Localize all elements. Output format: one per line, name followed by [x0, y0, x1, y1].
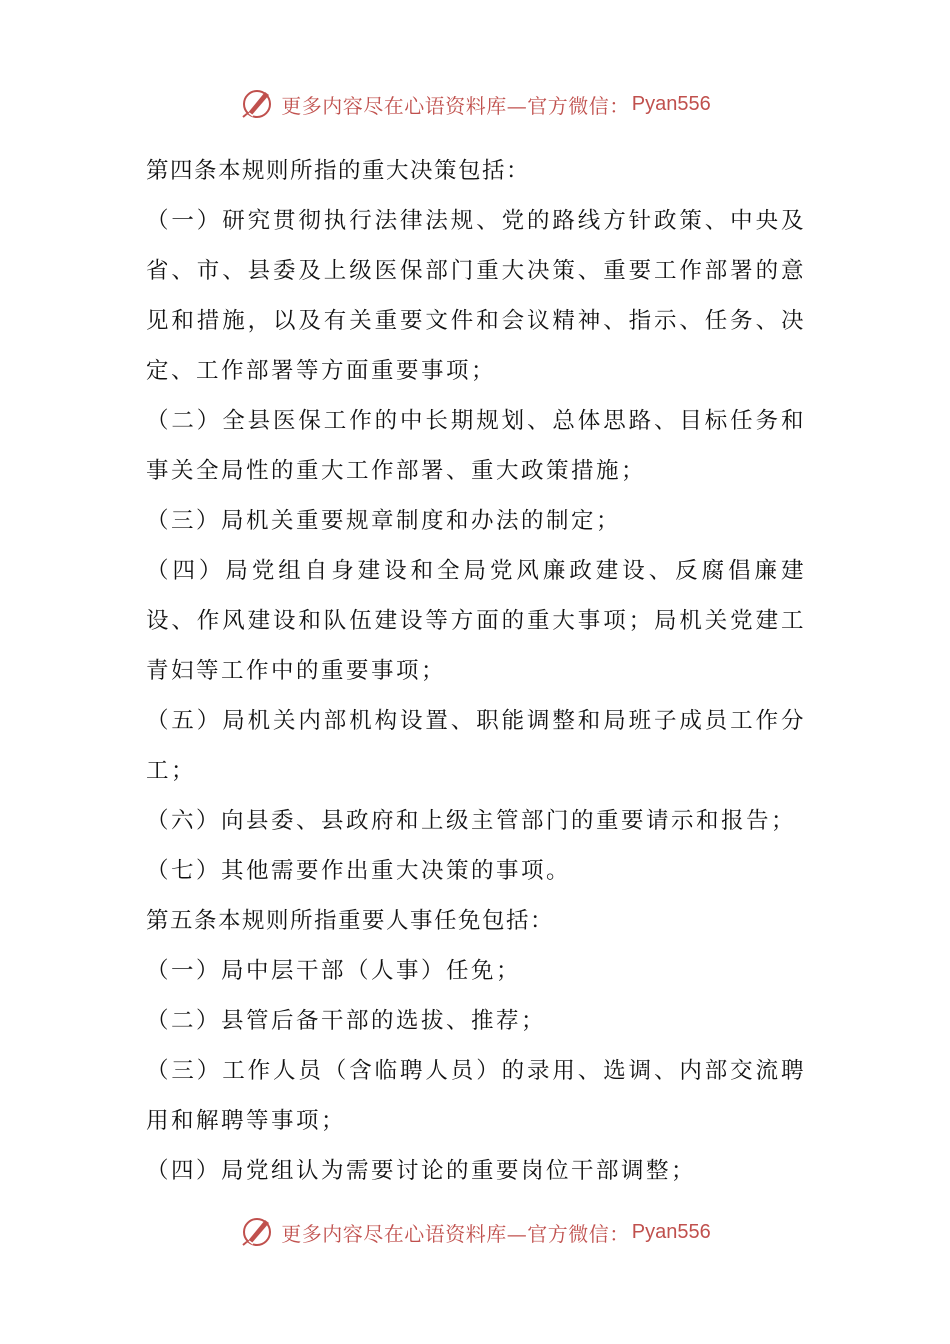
list-item: （二）全县医保工作的中长期规划、总体思路、目标任务和事关全局性的重大工作部署、重大政策措施；	[146, 408, 806, 484]
article-heading: 第四条本规则所指的重大决策包括：	[146, 158, 531, 184]
list-item: （一）研究贯彻执行法律法规、党的路线方针政策、中央及省、市、县委及上级医保部门重大决策、重要工作部署的意见和措施，以及有关重要文件和会议精神、指示、任务、决定、工作部署等方面重要事项；	[146, 208, 806, 384]
header-watermark	[0, 82, 950, 126]
list-item: （四）局党组认为需要讨论的重要岗位干部调整；	[146, 1158, 697, 1184]
watermark-wechat-id: Pyan556	[631, 92, 711, 115]
quill-pen-logo-icon	[239, 86, 275, 122]
list-item: （七）其他需要作出重大决策的事项。	[146, 858, 572, 884]
list-item: （三）工作人员（含临聘人员）的录用、选调、内部交流聘用和解聘等事项；	[146, 1058, 806, 1134]
list-item: （六）向县委、县政府和上级主管部门的重要请示和报告；	[146, 808, 797, 834]
footer-watermark	[0, 1210, 950, 1254]
watermark-text: 更多内容尽在心语资料库—官方微信：	[281, 93, 630, 118]
list-item: （一）局中层干部（人事）任免；	[146, 958, 522, 984]
article-heading: 第五条本规则所指重要人事任免包括：	[146, 908, 555, 934]
list-item: （四）局党组自身建设和全局党风廉政建设、反腐倡廉建设、作风建设和队伍建设等方面的重大事项；局机关党建工青妇等工作中的重要事项；	[146, 558, 806, 684]
quill-pen-logo-icon	[239, 1214, 275, 1250]
list-item: （三）局机关重要规章制度和办法的制定；	[146, 508, 622, 534]
watermark-text: 更多内容尽在心语资料库—官方微信：	[281, 1221, 630, 1246]
list-item: （五）局机关内部机构设置、职能调整和局班子成员工作分工；	[146, 708, 806, 784]
list-item: （二）县管后备干部的选拔、推荐；	[146, 1008, 547, 1034]
document-body	[146, 146, 806, 1196]
watermark-wechat-id: Pyan556	[631, 1220, 711, 1243]
